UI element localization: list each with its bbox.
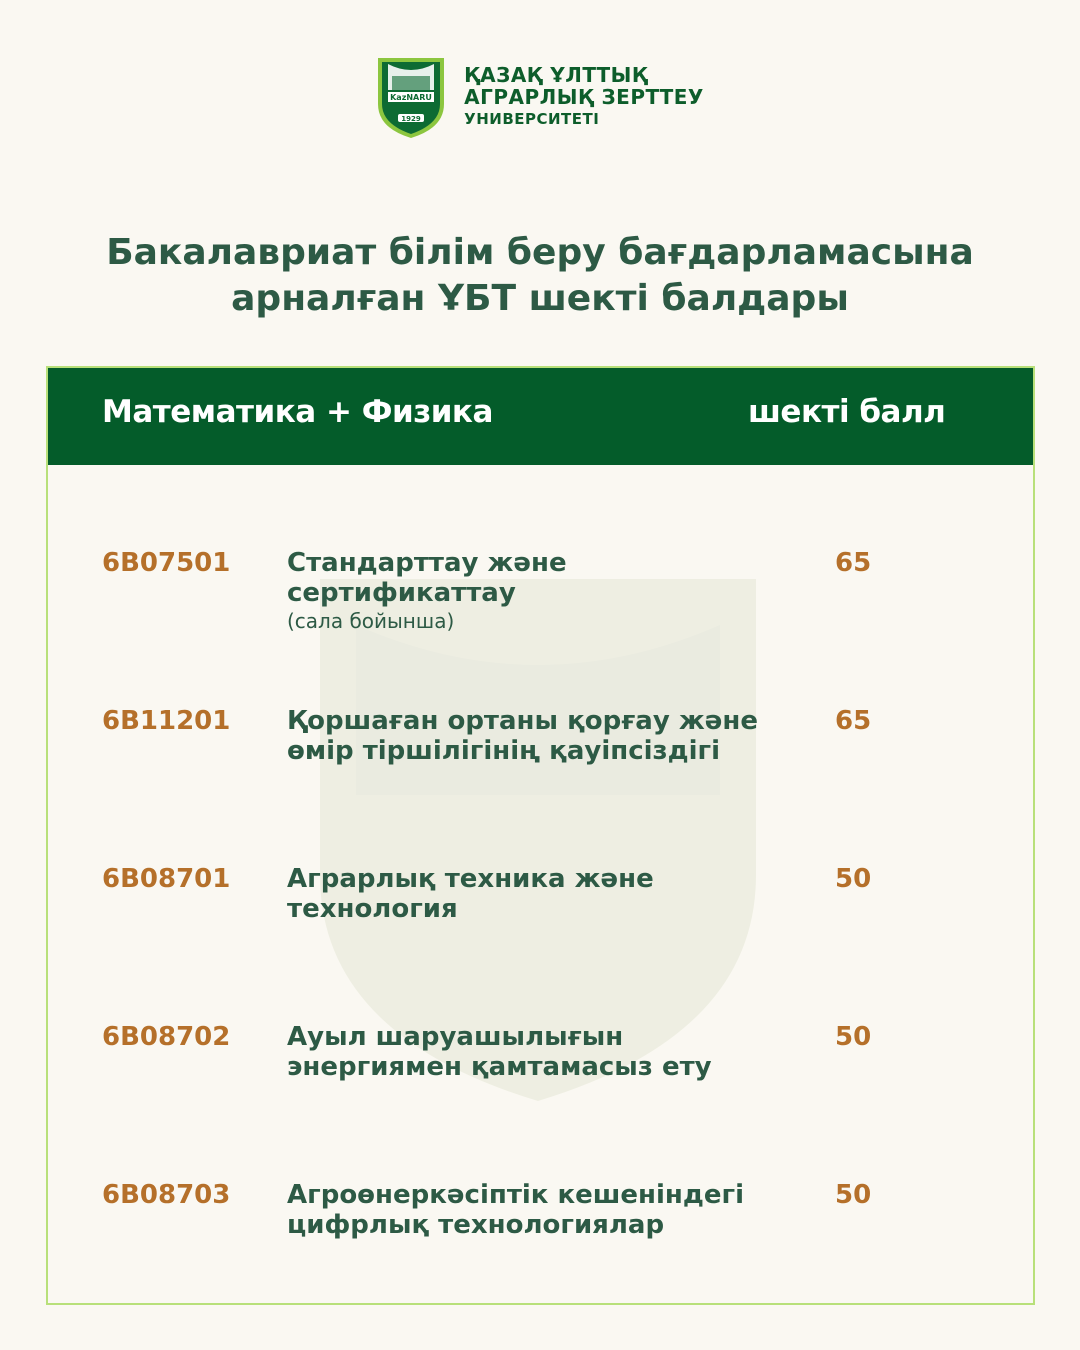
page-title-line2: арналған ҰБТ шекті балдары [231, 278, 849, 319]
subject-header: Математика + Физика [102, 394, 493, 430]
university-logo [376, 54, 446, 140]
program-name [287, 548, 757, 634]
university-header [0, 52, 1080, 142]
threshold-score: 65 [835, 706, 872, 736]
university-name-line2: АГРАРЛЫҚ ЗЕРТТЕУ [464, 85, 704, 109]
table-header [48, 368, 1033, 465]
program-name-text: Қоршаған ортаны қорғау және өмір тіршілігінің қауіпсіздігі [287, 706, 758, 766]
page-title [0, 230, 1080, 322]
program-name-text: Стандарттау және сертификаттау [287, 548, 567, 608]
program-code: 6B08702 [102, 1022, 231, 1052]
logo-text: KazNARU [390, 93, 433, 102]
program-note: (сала бойынша) [287, 609, 455, 633]
program-name-text: Агроөнеркәсіптік кешеніндегі цифрлық технологиялар [287, 1180, 744, 1240]
university-name [464, 64, 704, 130]
university-name-line1: ҚАЗАҚ ҰЛТТЫҚ [464, 63, 648, 87]
program-code: 6B08703 [102, 1180, 231, 1210]
program-name [287, 706, 767, 766]
program-name [287, 1180, 757, 1240]
logo-year: 1929 [401, 115, 421, 123]
threshold-score: 50 [835, 864, 872, 894]
program-code: 6B11201 [102, 706, 231, 736]
page-title-line1: Бакалавриат білім беру бағдарламасына [106, 232, 974, 273]
program-name-text: Аграрлық техника және технология [287, 864, 654, 924]
scores-table [46, 366, 1035, 1305]
score-header: шекті балл [748, 394, 946, 430]
program-name [287, 864, 687, 924]
program-code: 6B08701 [102, 864, 231, 894]
university-name-line3: УНИВЕРСИТЕТІ [464, 110, 600, 128]
threshold-score: 50 [835, 1022, 872, 1052]
program-name [287, 1022, 727, 1082]
program-code: 6B07501 [102, 548, 231, 578]
threshold-score: 50 [835, 1180, 872, 1210]
threshold-score: 65 [835, 548, 872, 578]
program-name-text: Ауыл шаруашылығын энергиямен қамтамасыз ету [287, 1022, 712, 1082]
